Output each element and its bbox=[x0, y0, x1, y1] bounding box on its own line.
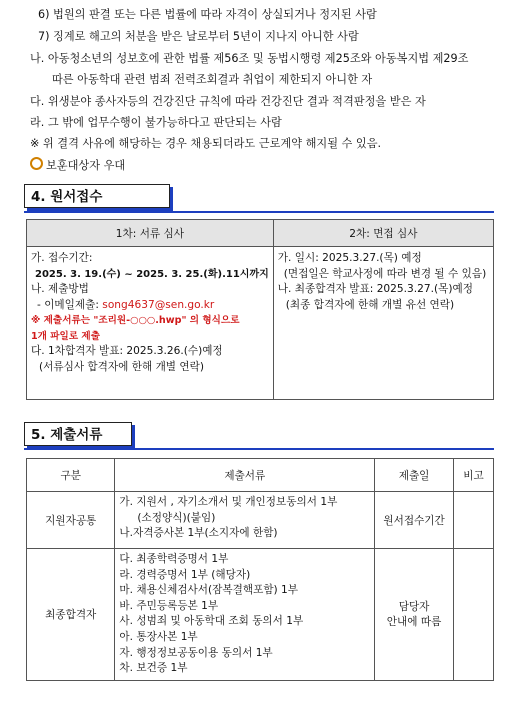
email-address[interactable]: song4637@sen.go.kr bbox=[102, 298, 215, 311]
intro-line-4: 따른 아동학대 관련 범죄 전력조회결과 취업이 제한되지 아니한 자 bbox=[52, 73, 373, 86]
submit-date-final-line-2: 안내에 따름 bbox=[386, 616, 442, 629]
doc-item: 아. 통장사본 1부 bbox=[119, 630, 198, 643]
intro-line-1: 6) 법원의 판결 또는 다른 법률에 따라 자격이 상실되거나 정지된 사람 bbox=[38, 8, 377, 21]
doc-item: 라. 경력증명서 1부 (해당자) bbox=[119, 568, 251, 581]
intro-line-3: 나. 아동청소년의 성보호에 관한 법률 제56조 및 동법시행령 제25조와 아동복지법 제29조 bbox=[30, 52, 469, 65]
doc-item: 가. 지원서 , 자기소개서 및 개인정보동의서 1부 bbox=[119, 496, 338, 508]
veteran-preference bbox=[30, 157, 125, 173]
email-submission bbox=[31, 298, 269, 314]
table-row bbox=[27, 492, 494, 549]
col-header-documents: 제출서류 bbox=[115, 459, 375, 492]
first-result-contact: (서류심사 합격자에 한해 개별 연락) bbox=[39, 360, 205, 373]
doc-item: 사. 성범죄 및 아동학대 조회 동의서 1부 bbox=[119, 615, 304, 628]
remarks-common bbox=[453, 492, 493, 549]
submission-period-label: 가. 접수기간: bbox=[31, 252, 93, 264]
submission-period: 2025. 3. 19.(수) ~ 2025. 3. 25.(화).11시까지 bbox=[35, 268, 269, 280]
docs-final bbox=[115, 549, 375, 681]
doc-item: 차. 보건증 1부 bbox=[119, 662, 188, 675]
doc-item: 다. 최종학력증명서 1부 bbox=[119, 553, 229, 565]
veteran-preference-text: 보훈대상자 우대 bbox=[46, 159, 126, 172]
doc-item: 자. 행정정보공동이용 동의서 1부 bbox=[119, 646, 273, 659]
doc-item: 바. 주민등록등본 1부 bbox=[119, 599, 219, 612]
col-header-document-screening: 1차: 서류 심사 bbox=[27, 220, 274, 247]
first-result-announce: 다. 1차합격자 발표: 2025.3.26.(수)예정 bbox=[31, 345, 223, 357]
file-format-note-2: 1개 파일로 제출 bbox=[31, 330, 100, 342]
documents-table bbox=[26, 458, 494, 681]
category-final: 최종합격자 bbox=[27, 549, 115, 681]
section-5-rule bbox=[24, 448, 494, 450]
submission-method-label: 나. 제출방법 bbox=[31, 283, 89, 295]
file-format-note: ※ 제출서류는 "조리원-○○○.hwp" 의 형식으로 bbox=[31, 315, 240, 326]
section-4-rule bbox=[24, 211, 494, 213]
submit-date-final bbox=[375, 549, 454, 681]
circle-bullet-icon bbox=[30, 157, 43, 170]
application-table bbox=[26, 219, 494, 400]
category-common: 지원자공통 bbox=[27, 492, 115, 549]
docs-common bbox=[115, 492, 375, 549]
remarks-final bbox=[453, 549, 493, 681]
intro-line-5: 다. 위생분야 종사자등의 건강진단 규칙에 따라 건강진단 결과 적격판정을 받은 자 bbox=[30, 95, 426, 108]
final-result-contact: (최종 합격자에 한해 개별 유선 연락) bbox=[285, 298, 455, 311]
section-4-title: 4. 원서접수 bbox=[24, 184, 170, 208]
intro-line-6: 라. 그 밖에 업무수행이 불가능하다고 판단되는 사람 bbox=[30, 116, 282, 129]
interview-cell bbox=[273, 247, 493, 400]
submit-date-common: 원서접수기간 bbox=[375, 492, 454, 549]
interview-date: 가. 일시: 2025.3.27.(목) 예정 bbox=[277, 252, 422, 264]
document-screening-cell bbox=[27, 247, 274, 400]
submit-date-final-line-1: 담당자 bbox=[398, 601, 430, 614]
intro-line-7: ※ 위 결격 사유에 해당하는 경우 채용되더라도 근로계약 해지될 수 있음. bbox=[30, 137, 382, 150]
col-header-category: 구분 bbox=[27, 459, 115, 492]
col-header-remarks: 비고 bbox=[453, 459, 493, 492]
section-5-title: 5. 제출서류 bbox=[24, 422, 132, 446]
doc-item: 나.자격증사본 1부(소지자에 한함) bbox=[119, 527, 278, 540]
email-submission-label: - 이메일제출: bbox=[37, 298, 103, 311]
final-result-announce: 나. 최종합격자 발표: 2025.3.27.(목)예정 bbox=[277, 283, 473, 295]
col-header-interview: 2차: 면접 심사 bbox=[273, 220, 493, 247]
doc-item: 마. 채용신체검사서(잠복결핵포함) 1부 bbox=[119, 584, 299, 597]
intro-line-2: 7) 징계로 해고의 처분을 받은 날로부터 5년이 지나지 아니한 사람 bbox=[38, 30, 359, 43]
interview-date-note: (면접일은 학교사정에 따라 변경 될 수 있음) bbox=[283, 267, 487, 280]
doc-item: (소정양식)(붙임) bbox=[137, 511, 216, 524]
col-header-submit-date: 제출일 bbox=[375, 459, 454, 492]
table-row bbox=[27, 549, 494, 681]
